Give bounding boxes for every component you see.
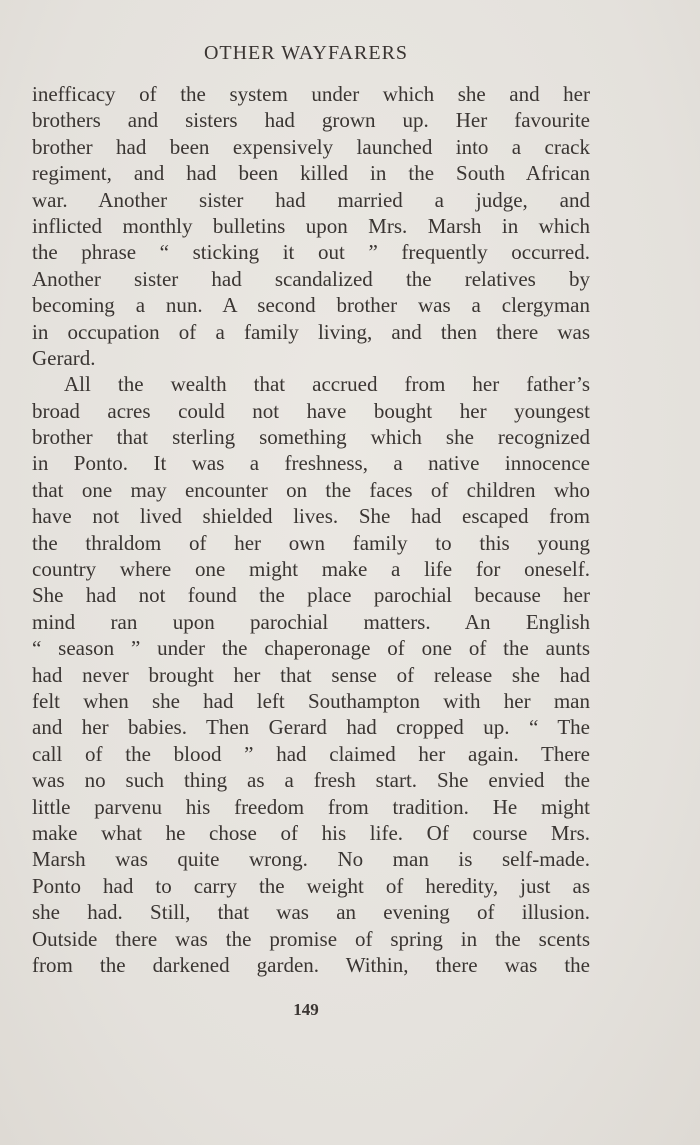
text-line: country where one might make a life for oneself. [32,557,590,582]
text-line: from the darkened garden. Within, there was the [32,952,590,977]
text-line: in Ponto. It was a freshness, a native innocence [32,451,590,476]
text-line: Outside there was the promise of spring in the scents [32,926,590,951]
text-line: mind ran upon parochial matters. An English [32,609,590,634]
text-line: Gerard. [32,345,96,370]
text-line: and her babies. Then Gerard had cropped up. “ The [32,715,590,740]
text-line: becoming a nun. A second brother was a clergyman [32,293,590,318]
text-line: She had not found the place parochial because her [32,583,590,608]
text-line: felt when she had left Southampton with her man [32,688,590,713]
text-line: in occupation of a family living, and then there was [32,319,590,344]
text-line: had never brought her that sense of release she had [32,662,590,687]
text-line: “ season ” under the chaperonage of one of the aunts [32,636,590,661]
text-line: inflicted monthly bulletins upon Mrs. Marsh in which [32,213,590,238]
text-line: the thraldom of her own family to this young [32,530,590,555]
text-line: brother had been expensively launched into a crack [32,134,590,159]
text-line: she had. Still, that was an evening of illusion. [32,900,590,925]
text-line: All the wealth that accrued from her father’s [64,372,590,397]
text-line: broad acres could not have bought her youngest [32,398,590,423]
text-line: inefficacy of the system under which she and her [32,82,590,106]
text-line: was no such thing as a fresh start. She envied the [32,768,590,793]
running-head: OTHER WAYFARERS [203,42,409,64]
text-line: Another sister had scandalized the relatives by [32,266,590,291]
page-number: 149 [293,1000,319,1019]
text-line: that one may encounter on the faces of children who [32,477,590,502]
text-line: brothers and sisters had grown up. Her favourite [32,108,590,133]
text-line: call of the blood ” had claimed her again. There [32,741,590,766]
text-line: regiment, and had been killed in the South African [32,161,590,186]
text-line: Marsh was quite wrong. No man is self-made. [32,847,590,872]
text-line: brother that sterling something which she recognized [32,425,590,450]
text-line: the phrase “ sticking it out ” frequently occurred. [32,240,590,265]
text-line: have not lived shielded lives. She had escaped from [32,504,590,529]
text-line: little parvenu his freedom from tradition. He might [32,794,590,819]
text-line: Ponto had to carry the weight of heredity, just as [32,873,590,898]
body-text [32,81,590,978]
text-line: make what he chose of his life. Of course Mrs. [32,820,590,845]
text-line: war. Another sister had married a judge, and [32,187,590,212]
